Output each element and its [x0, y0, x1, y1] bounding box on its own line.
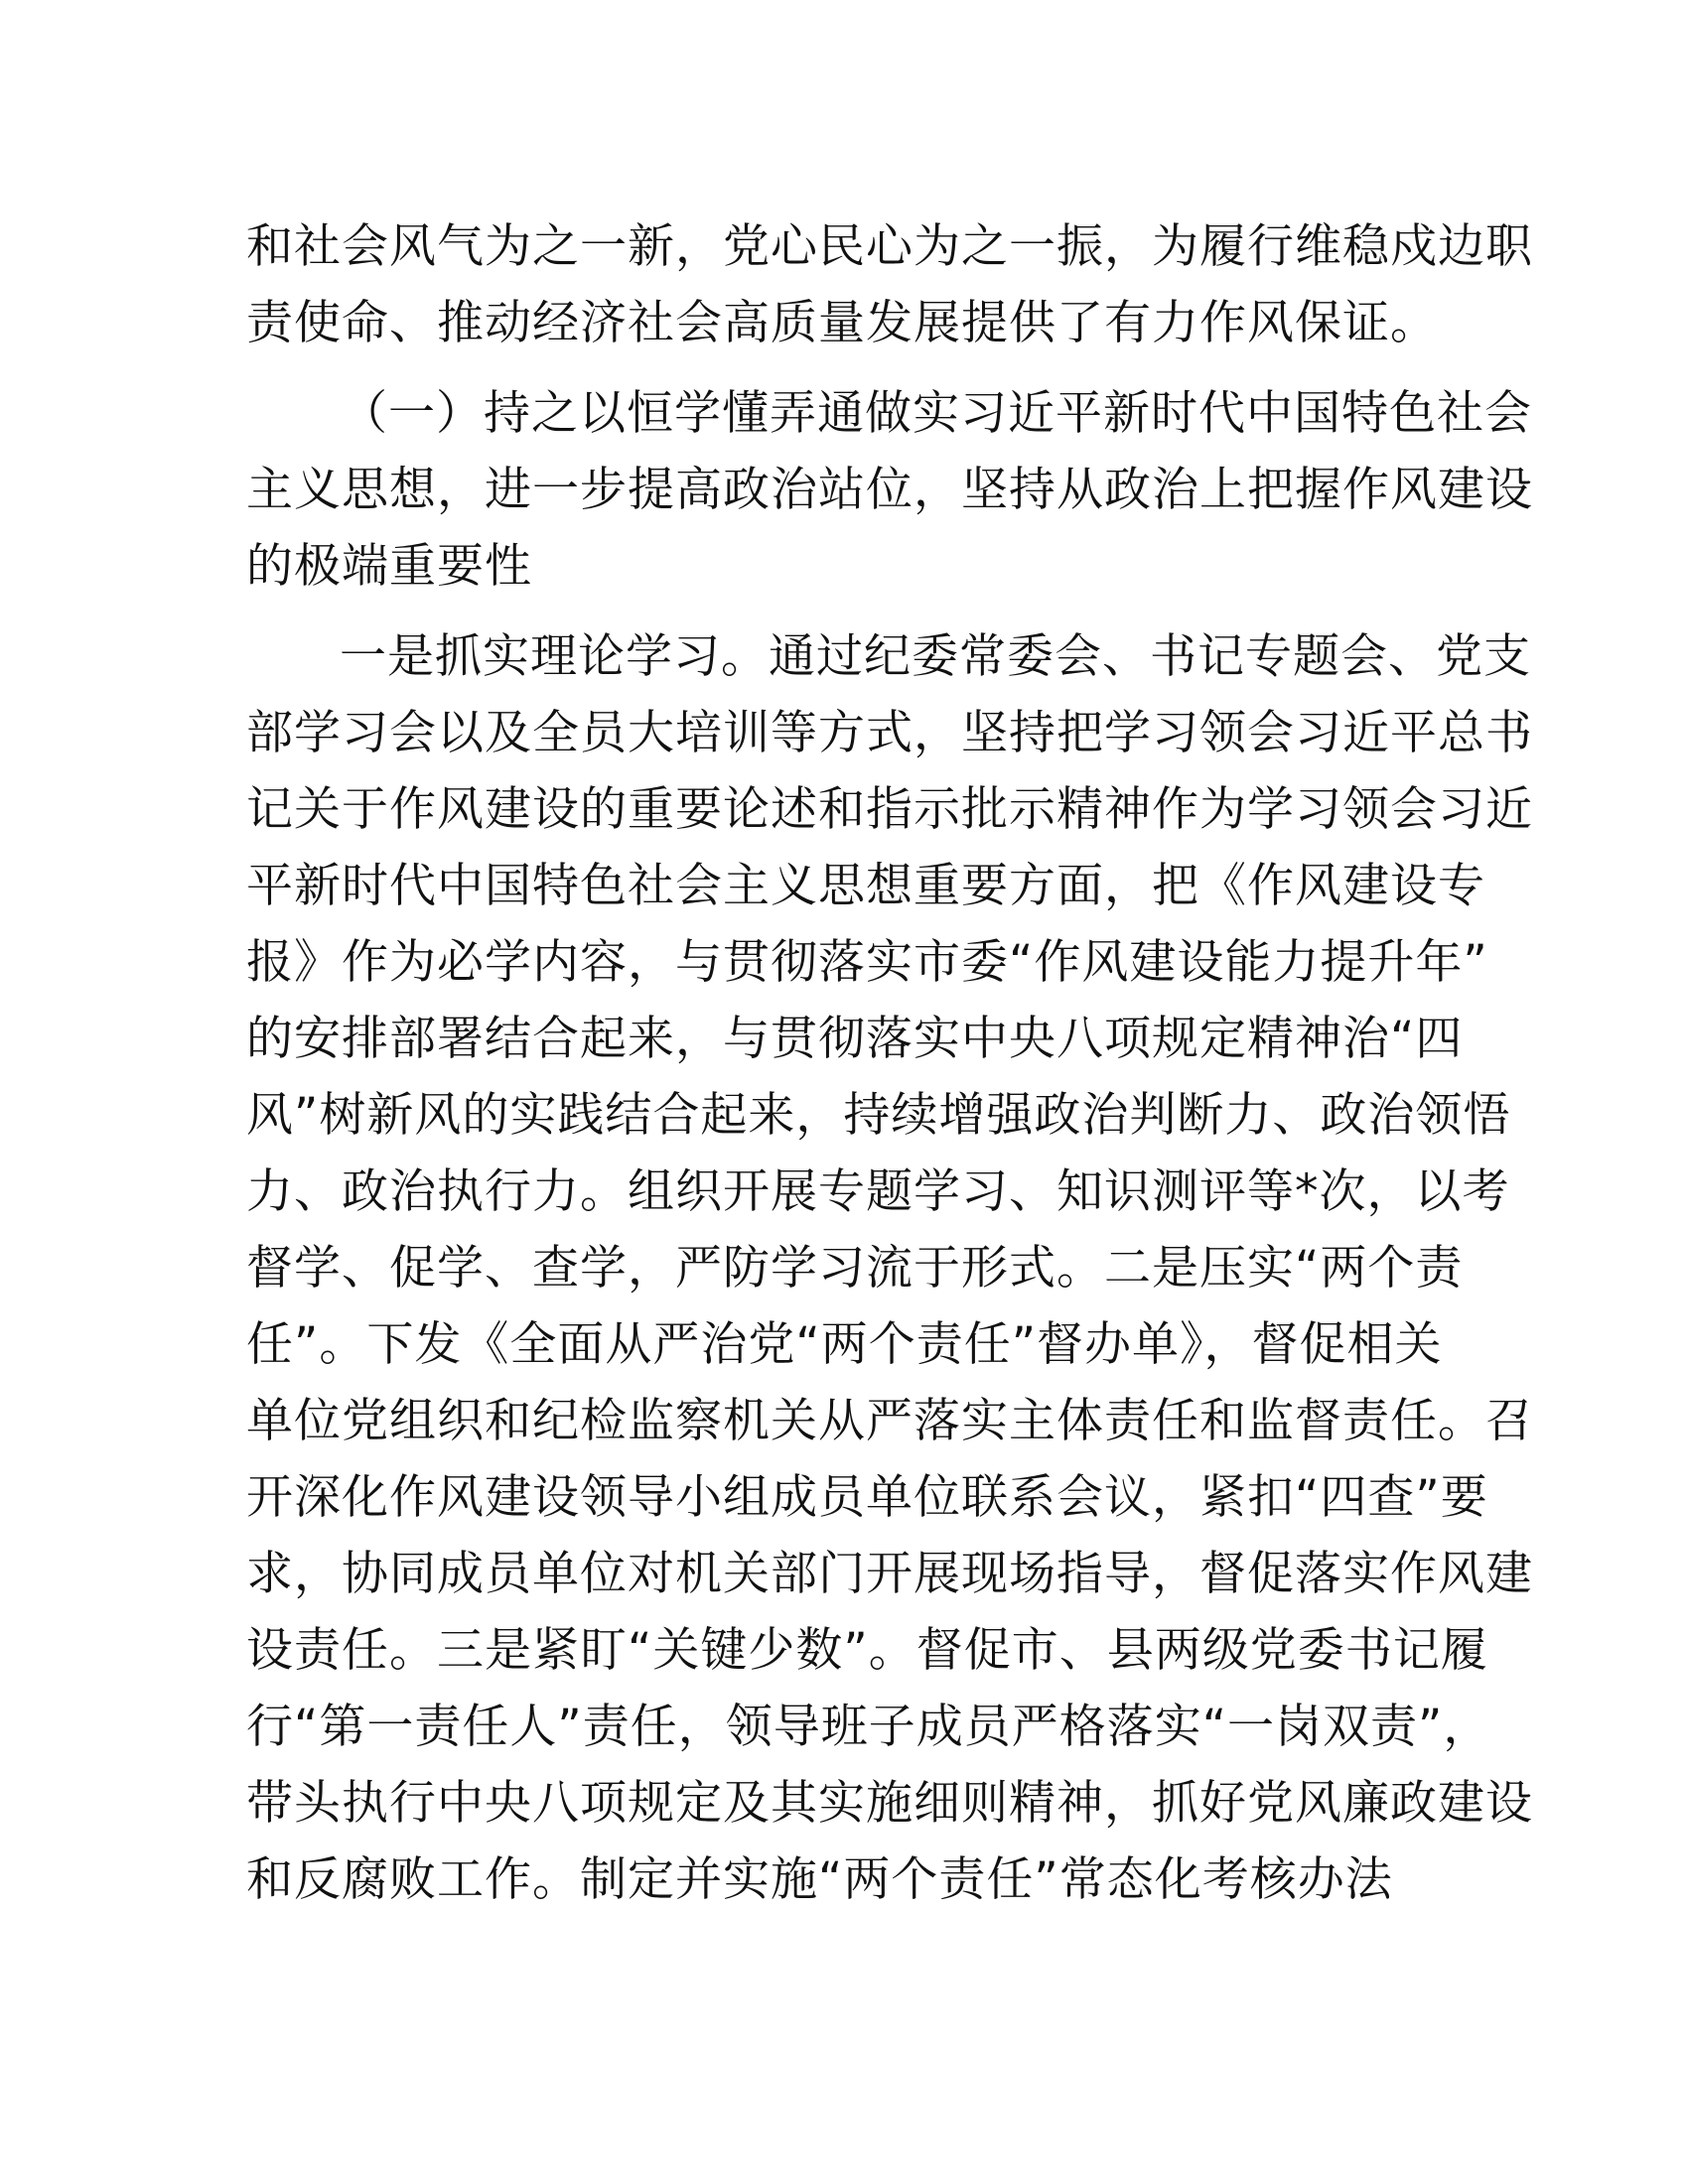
- text-line: 设责任。三是紧盯“关键少数”。督促市、县两级党委书记履: [246, 1623, 1488, 1678]
- heading-line: 的极端重要性: [246, 539, 532, 594]
- paragraph-continuation: [246, 208, 1533, 361]
- text-line: 带头执行中央八项规定及其实施细则精神，抓好党风廉政建设: [246, 1776, 1533, 1831]
- text-line: 任”。下发《全面从严治党“两个责任”督办单》，督促相关: [246, 1317, 1443, 1372]
- text-line: 的安排部署结合起来，与贯彻落实中央八项规定精神治“四: [246, 1012, 1464, 1066]
- text-line: 开深化作风建设领导小组成员单位联系会议，紧扣“四查”要: [246, 1470, 1488, 1525]
- text-line: 求，协同成员单位对机关部门开展现场指导，督促落实作风建: [246, 1547, 1533, 1601]
- text-line: 督学、促学、查学，严防学习流于形式。二是压实“两个责: [246, 1241, 1464, 1296]
- heading-line: 主义思想，进一步提高政治站位，坚持从政治上把握作风建设: [246, 463, 1533, 517]
- document-body: [246, 208, 1533, 1932]
- heading-line: （一）持之以恒学懂弄通做实习近平新时代中国特色社会: [341, 386, 1532, 441]
- text-line: 一是抓实理论学习。通过纪委常委会、书记专题会、党支: [340, 629, 1531, 684]
- body-paragraph: [246, 618, 1533, 1918]
- text-line: 部学习会以及全员大培训等方式，坚持把学习领会习近平总书: [246, 706, 1533, 760]
- text-line: 责使命、推动经济社会高质量发展提供了有力作风保证。: [246, 296, 1438, 350]
- text-line: 和反腐败工作。制定并实施“两个责任”常态化考核办法: [246, 1852, 1393, 1907]
- text-line: 和社会风气为之一新，党心民心为之一振，为履行维稳戍边职: [246, 219, 1533, 274]
- text-line: 记关于作风建设的重要论述和指示批示精神作为学习领会习近: [246, 782, 1533, 837]
- text-line: 单位党组织和纪检监察机关从严落实主体责任和监督责任。召: [246, 1394, 1533, 1448]
- text-line: 平新时代中国特色社会主义思想重要方面，把《作风建设专: [246, 859, 1485, 913]
- text-line: 报》作为必学内容，与贯彻落实市委“作风建设能力提升年”: [246, 935, 1488, 990]
- text-line: 行“第一责任人”责任，领导班子成员严格落实“一岗双责”，: [246, 1700, 1491, 1754]
- section-heading: [246, 375, 1533, 605]
- text-line: 力、政治执行力。组织开展专题学习、知识测评等*次，以考: [246, 1164, 1510, 1219]
- text-line: 风”树新风的实践结合起来，持续增强政治判断力、政治领悟: [246, 1088, 1511, 1143]
